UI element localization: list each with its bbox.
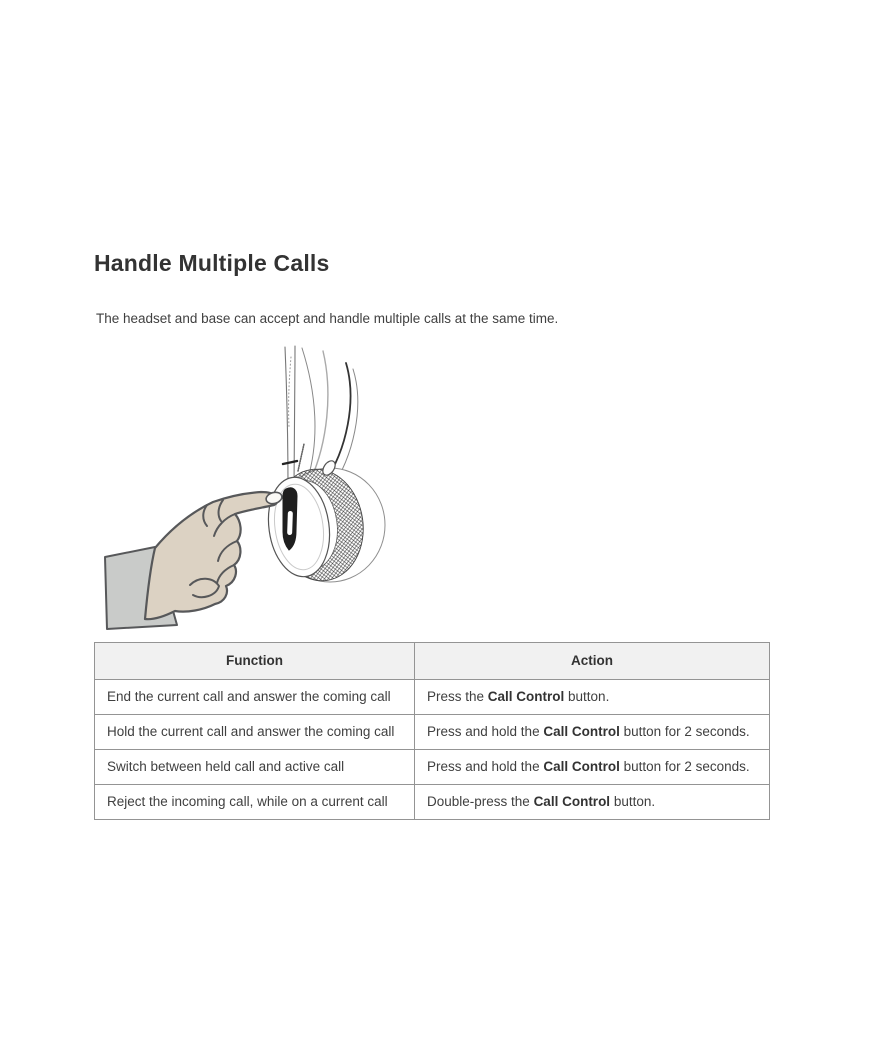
call-handling-table (94, 642, 770, 820)
headset-illustration (95, 345, 395, 630)
action-text-post: button. (610, 794, 656, 809)
action-text-post: button. (564, 689, 610, 704)
action-cell (415, 680, 770, 715)
hand-outline (145, 492, 278, 619)
intro-text: The headset and base can accept and handle multiple calls at the same time. (96, 311, 559, 326)
function-cell: Switch between held call and active call (95, 750, 415, 785)
action-text-post: button for 2 seconds. (619, 759, 750, 774)
table-header-row (95, 643, 770, 680)
action-text-pre: Press and hold the (427, 759, 544, 774)
call-control-label: Call Control (487, 689, 565, 704)
call-control-label: Call Control (543, 724, 620, 739)
action-cell (415, 750, 770, 785)
action-text-pre: Press the (427, 689, 488, 704)
action-text-post: button for 2 seconds. (619, 724, 750, 739)
action-text-pre: Double-press the (427, 794, 534, 809)
action-text-pre: Press and hold the (427, 724, 544, 739)
table-header-function: Function (95, 643, 415, 680)
table-header-action: Action (415, 643, 770, 680)
call-control-button (283, 488, 297, 550)
function-cell: Hold the current call and answer the coming call (95, 715, 415, 750)
action-cell (415, 785, 770, 820)
function-cell: Reject the incoming call, while on a current call (95, 785, 415, 820)
call-control-label: Call Control (543, 759, 620, 774)
table-row (95, 785, 770, 820)
headset-press-button-image (95, 345, 395, 630)
action-cell (415, 715, 770, 750)
pointing-hand (105, 491, 283, 629)
table-row (95, 750, 770, 785)
call-control-label: Call Control (533, 794, 611, 809)
table-row (95, 680, 770, 715)
brand-mark (298, 444, 304, 471)
page-title: Handle Multiple Calls (94, 250, 330, 276)
table-row (95, 715, 770, 750)
function-cell: End the current call and answer the coming call (95, 680, 415, 715)
ear-cup (262, 459, 385, 587)
